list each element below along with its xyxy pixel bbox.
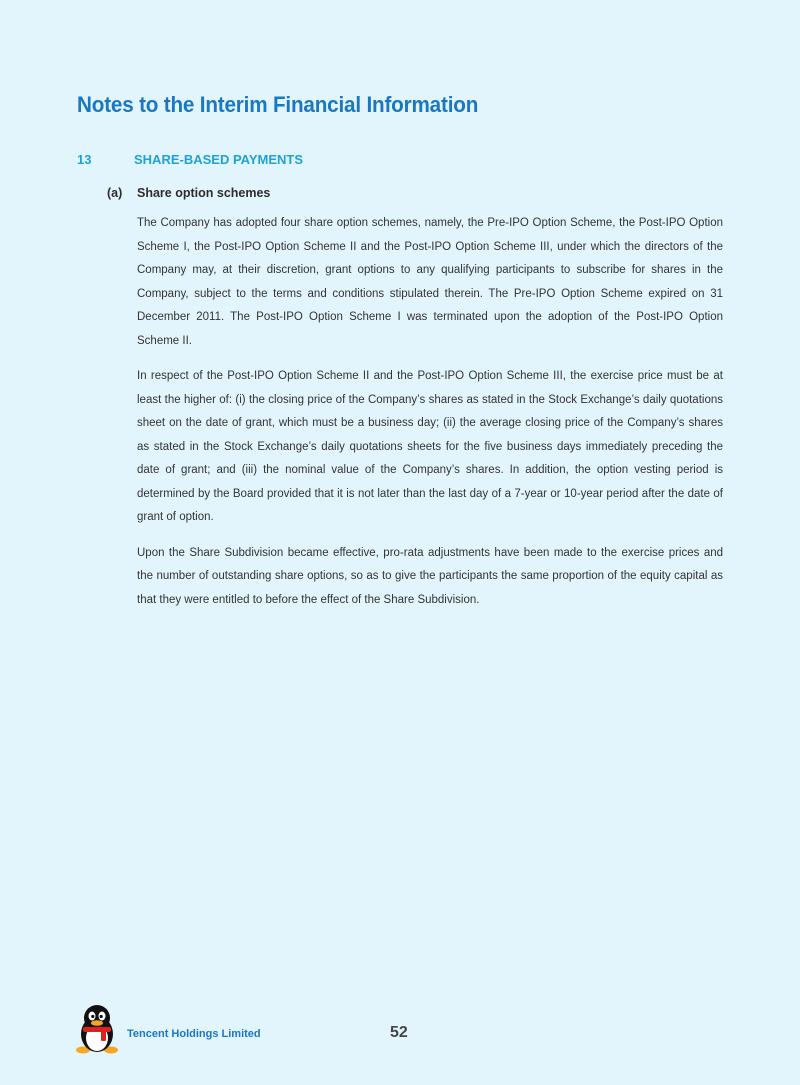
body-text [137,212,723,624]
section-number: 13 [77,152,92,167]
page-title: Notes to the Interim Financial Information [77,92,479,117]
paragraph: The Company has adopted four share option schemes, namely, the Pre-IPO Option Scheme, the Post-IPO Option Scheme I, the Post-IPO Option Scheme II and the Post-IPO Option Scheme III, under which the directors of the Company may, at their discretion, grant options to any qualifying participants to subscribe for shares in the Company, subject to the terms and conditions stipulated therein. The Pre-IPO Option Scheme expired on 31 December 2011. The Post-IPO Option Scheme I was terminated upon the adoption of the Post-IPO Option Scheme II. [137,217,723,347]
footer-company-name: Tencent Holdings Limited [127,1028,261,1040]
section-heading [77,152,303,167]
subsection-heading [107,186,270,200]
subsection-title: Share option schemes [137,186,271,200]
page-number: 52 [390,1024,408,1041]
penguin-logo-icon [74,1004,120,1056]
section-title: SHARE-BASED PAYMENTS [134,152,304,167]
paragraph: In respect of the Post-IPO Option Scheme II and the Post-IPO Option Scheme III, the exercise price must be at least the higher of: (i) the closing price of the Company’s shares as stated in the Stock Exchange’s daily quotations sheet on the date of grant, which must be a business day; (ii) the average closing price of the Company’s shares as stated in the Stock Exchange’s daily quotations sheets for the five business days immediately preceding the date of grant; and (iii) the nominal value of the Company’s shares. In addition, the option vesting period is determined by the Board provided that it is not later than the last day of a 7-year or 10-year period after the date of grant of option. [137,370,723,523]
subsection-label: (a) [107,186,123,200]
paragraph: Upon the Share Subdivision became effective, pro-rata adjustments have been made to the exercise prices and the number of outstanding share options, so as to give the participants the same proportion of the equity capital as that they were entitled to before the effect of the Share Subdivision. [137,546,723,606]
